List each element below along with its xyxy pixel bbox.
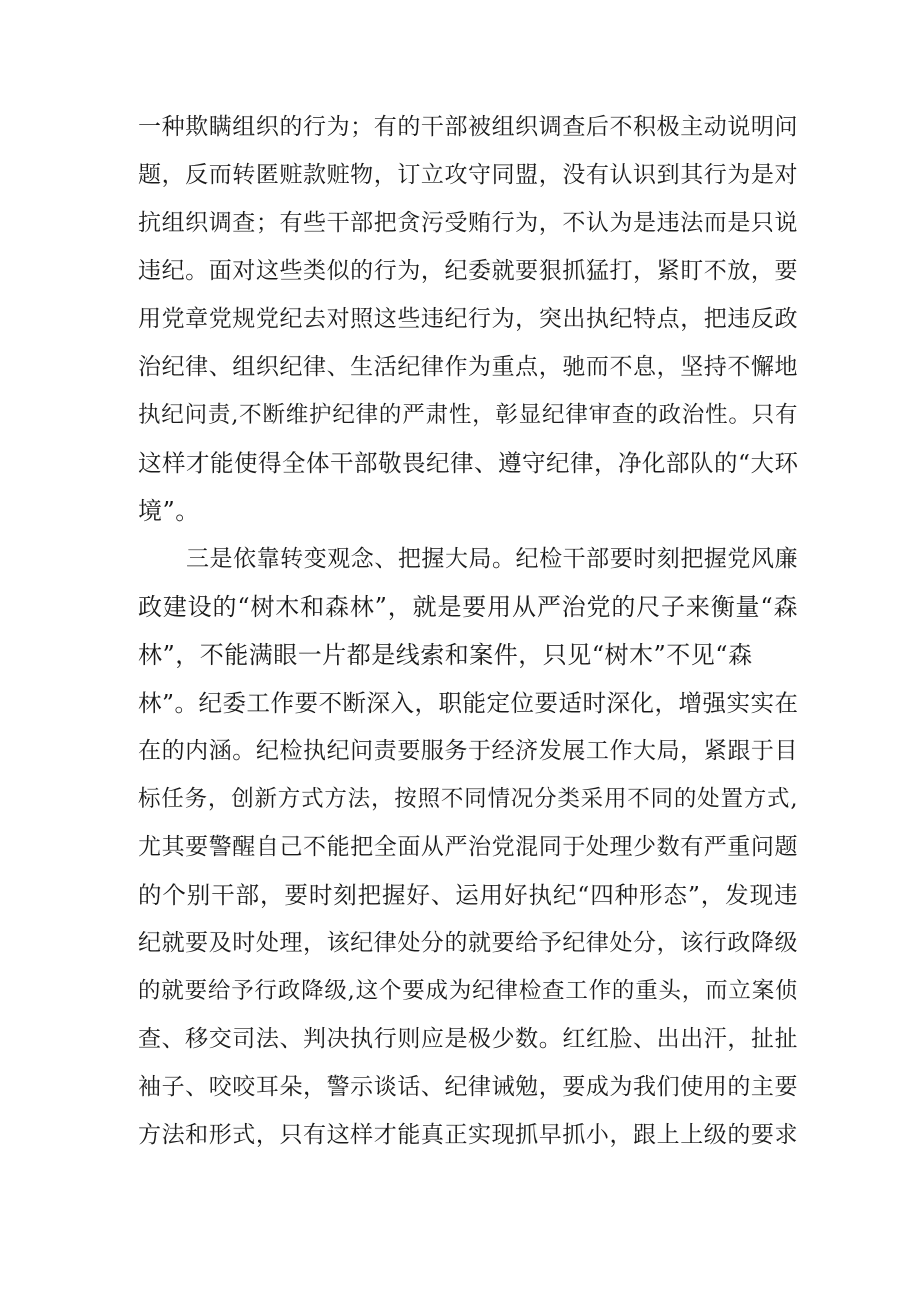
- text-line: 一种欺瞒组织的行为；有的干部被组织调查后不积极主动说明问: [138, 114, 798, 140]
- text-line: 方法和形式，只有这样才能真正实现抓早抓小，跟上上级的要求: [138, 1122, 798, 1148]
- text-line: 尤其要警醒自己不能把全面从严治党混同于处理少数有严重问题: [138, 834, 798, 860]
- text-line: 抗组织调查；有些干部把贪污受贿行为，不认为是违法而是只说: [138, 210, 798, 236]
- text-line: 政建设的“树木和森林”，就是要用从严治党的尺子来衡量“森: [138, 593, 798, 621]
- text-line: 这样才能使得全体干部敬畏纪律、遵守纪律，净化部队的“大环: [138, 449, 799, 477]
- text-line: 标任务，创新方式方法，按照不同情况分类采用不同的处置方式,: [138, 786, 798, 812]
- text-line: 纪就要及时处理，该纪律处分的就要给予纪律处分，该行政降级: [138, 930, 798, 956]
- text-line: 的个别干部，要时刻把握好、运用好执纪“四种形态”，发现违: [138, 881, 798, 909]
- text-line: 林”，不能满眼一片都是线索和案件，只见“树木”不见“森: [138, 641, 753, 669]
- text-line: 在的内涵。纪检执纪问责要服务于经济发展工作大局，紧跟于目: [138, 738, 798, 764]
- text-line: 查、移交司法、判决执行则应是极少数。红红脸、出出汗，扯扯: [138, 1026, 798, 1052]
- text-line: 题，反而转匿赃款赃物，订立攻守同盟，没有认识到其行为是对: [138, 162, 798, 188]
- text-line: 袖子、咬咬耳朵，警示谈话、纪律诫勉，要成为我们使用的主要: [138, 1074, 798, 1100]
- text-line: 治纪律、组织纪律、生活纪律作为重点，驰而不息，坚持不懈地: [138, 354, 798, 380]
- text-line: 违纪。面对这些类似的行为，纪委就要狠抓猛打，紧盯不放，要: [138, 258, 798, 284]
- body-text: [138, 103, 798, 1159]
- text-line: 境”。: [138, 497, 200, 525]
- text-line: 的就要给予行政降级,这个要成为纪律检查工作的重头，而立案侦: [138, 978, 798, 1004]
- text-line: 用党章党规党纪去对照这些违纪行为，突出执纪特点，把违反政: [138, 306, 798, 332]
- text-line: 林”。纪委工作要不断深入，职能定位要适时深化，增强实实在: [138, 689, 799, 717]
- text-line: 执纪问责,不断维护纪律的严肃性，彰显纪律审查的政治性。只有: [138, 402, 798, 428]
- paragraph-first-line: 三是依靠转变观念、把握大局。纪检干部要时刻把握党风廉: [186, 546, 798, 572]
